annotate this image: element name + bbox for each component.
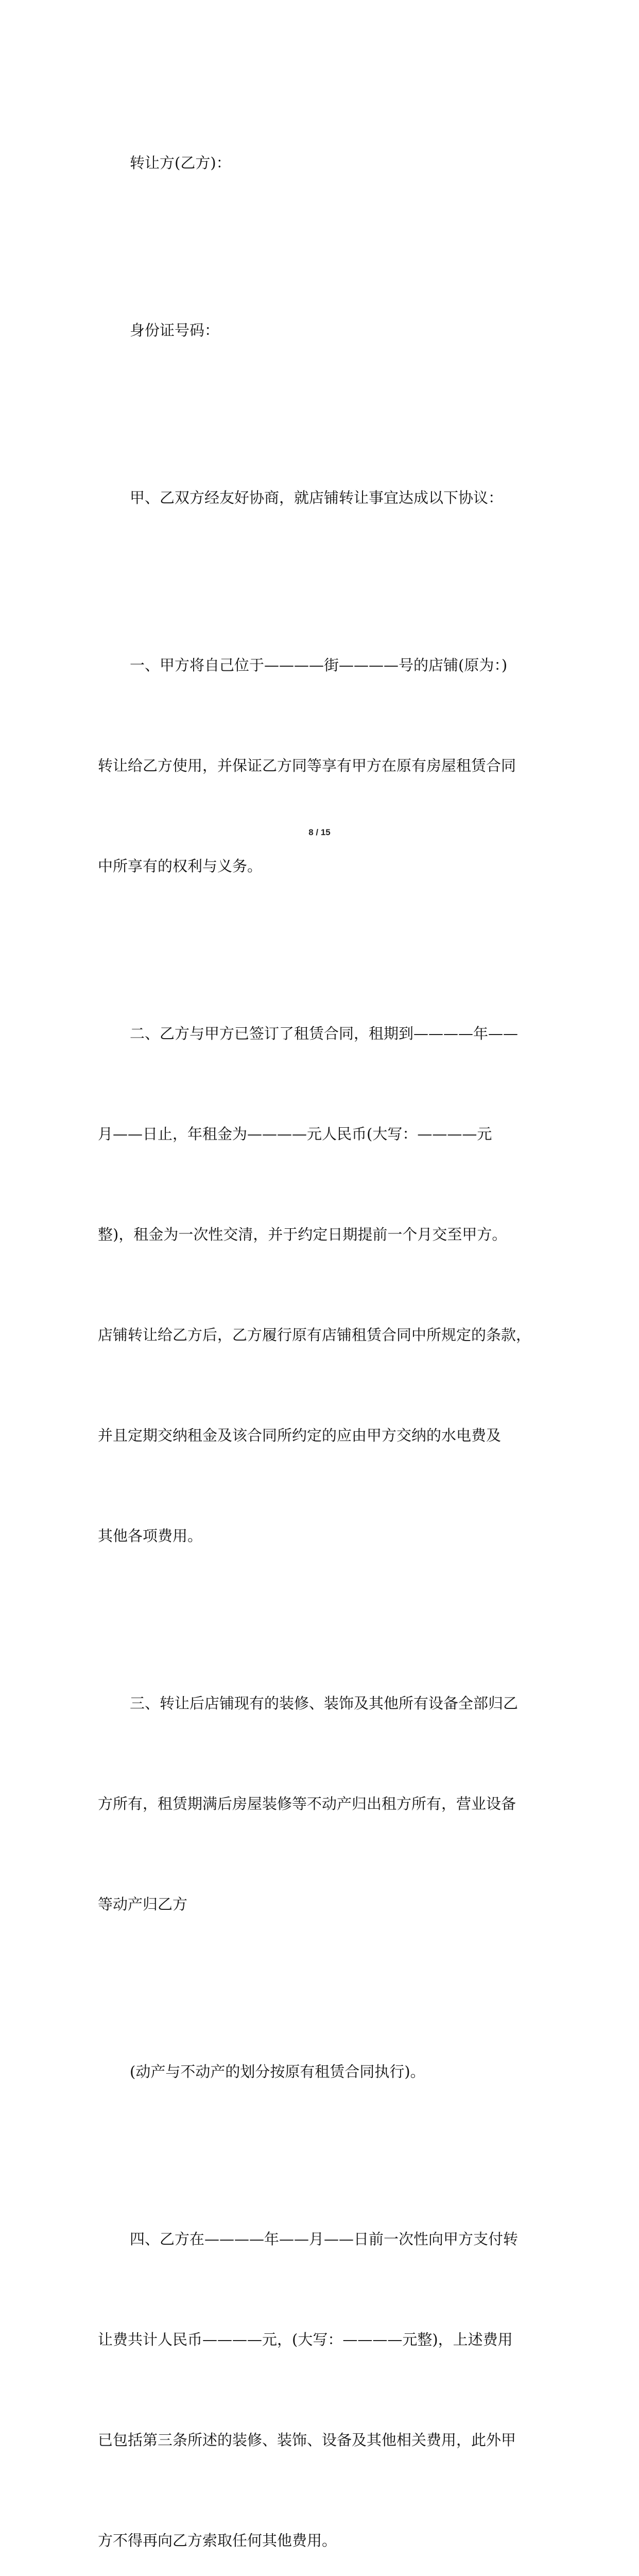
- paragraph-line: 一、甲方将自己位于————街————号的店铺(原为：): [130, 656, 508, 674]
- clause-four: [98, 2156, 546, 2576]
- paragraph-id-number: [98, 247, 546, 414]
- paragraph-line: 身份证号码：: [130, 321, 220, 339]
- paragraph-line: 二、乙方与甲方已签订了租赁合同，租期到————年——: [130, 1025, 519, 1042]
- document-body: [98, 79, 546, 2576]
- paragraph-line: 店铺转让给乙方后，乙方履行原有店铺租赁合同中所规定的条款，: [98, 1326, 531, 1344]
- paragraph-line: 让费共计人民币————元，(大写：————元整)，上述费用: [98, 2331, 513, 2348]
- paragraph-line: 转让给乙方使用，并保证乙方同等享有甲方在原有房屋租赁合同: [98, 757, 516, 774]
- paragraph-line: 整)，租金为一次性交清，并于约定日期提前一个月交至甲方。: [98, 1226, 507, 1243]
- paragraph-line: 并且定期交纳租金及该合同所约定的应由甲方交纳的水电费及: [98, 1427, 502, 1444]
- clause-two: [98, 950, 546, 1620]
- paragraph-line: 其他各项费用。: [98, 1527, 203, 1545]
- paragraph-line: 转让方(乙方)：: [130, 154, 231, 172]
- paragraph-line: 方所有，租赁期满后房屋装修等不动产归出租方所有，营业设备: [98, 1795, 516, 1812]
- paragraph-agreement-intro: [98, 414, 546, 582]
- paragraph-line: 中所享有的权利与义务。: [98, 857, 263, 875]
- paragraph-line: 四、乙方在————年——月——日前一次性向甲方支付转: [130, 2230, 519, 2248]
- paragraph-transferee: [98, 79, 546, 247]
- clause-three: [98, 1620, 546, 1988]
- paragraph-line: (动产与不动产的划分按原有租赁合同执行)。: [130, 2063, 425, 2080]
- paragraph-line: 方不得再向乙方索取任何其他费用。: [98, 2532, 337, 2549]
- paragraph-line: 已包括第三条所述的装修、装饰、设备及其他相关费用，此外甲: [98, 2431, 516, 2449]
- paragraph-line: 等动产归乙方: [98, 1895, 188, 1913]
- clause-one: [98, 582, 546, 950]
- paragraph-line: 甲、乙双方经友好协商，就店铺转让事宜达成以下协议：: [130, 489, 504, 506]
- page-number: 8 / 15: [308, 827, 331, 837]
- clause-three-note: [98, 1988, 546, 2156]
- paragraph-line: 三、转让后店铺现有的装修、装饰及其他所有设备全部归乙: [130, 1694, 519, 1712]
- paragraph-line: 月——日止，年租金为————元人民币(大写：————元: [98, 1125, 492, 1143]
